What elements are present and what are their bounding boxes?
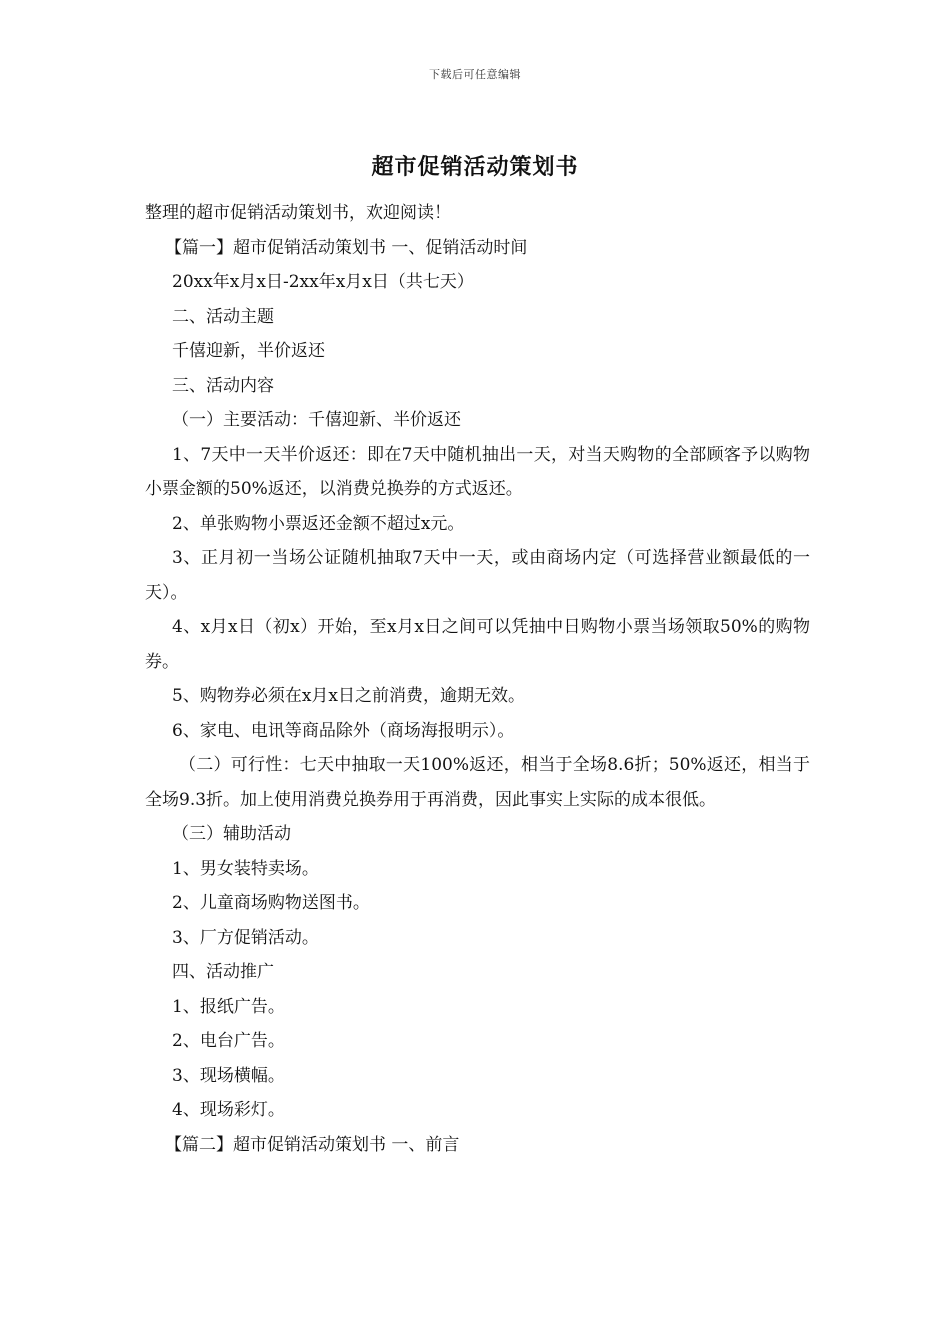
list-item: 2、单张购物小票返还金额不超过x元。 xyxy=(172,513,465,534)
list-item: 4、现场彩灯。 xyxy=(172,1100,285,1120)
list-item: 1、报纸广告。 xyxy=(172,996,285,1017)
list-item: 3、现场横幅。 xyxy=(172,1065,285,1086)
list-item: 1、7天中一天半价返还：即在7天中随机抽出一天，对当天购物的全部顾客予以购物小票金额的50%返还，以消费兑换券的方式返还。 xyxy=(145,444,810,499)
paragraph-theme: 千僖迎新，半价返还 xyxy=(172,341,325,361)
subheading-auxiliary: （三）辅助活动 xyxy=(172,824,291,844)
subheading-main-activity: （一）主要活动：千僖迎新、半价返还 xyxy=(172,410,461,430)
list-item: 2、电台广告。 xyxy=(172,1031,285,1051)
list-item: 1、男女装特卖场。 xyxy=(172,858,319,879)
section-heading-part2: 【篇二】超市促销活动策划书 一、前言 xyxy=(165,1134,460,1155)
list-item: 6、家电、电讯等商品除外（商场海报明示）。 xyxy=(172,720,515,741)
paragraph-time: 20xx年x月x日-2xx年x月x日（共七天） xyxy=(172,272,474,292)
section-heading-content: 三、活动内容 xyxy=(172,375,274,396)
paragraph-feasibility: （二）可行性：七天中抽取一天100%返还，相当于全场8.6折；50%返还，相当于全场9.3折。加上使用消费兑换券用于再消费，因此事实上实际的成本很低。 xyxy=(145,755,810,810)
intro-paragraph: 整理的超市促销活动策划书，欢迎阅读！ xyxy=(145,203,451,223)
list-item: 3、厂方促销活动。 xyxy=(172,927,319,948)
document-title: 超市促销活动策划书 xyxy=(371,154,579,180)
header-note: 下载后可任意编辑 xyxy=(429,68,521,81)
list-item: 3、正月初一当场公证随机抽取7天中一天，或由商场内定（可选择营业额最低的一天）。 xyxy=(145,548,810,603)
list-item: 4、x月x日（初x）开始，至x月x日之间可以凭抽中日购物小票当场领取50%的购物券。 xyxy=(145,617,810,672)
list-item: 2、儿童商场购物送图书。 xyxy=(172,893,370,913)
list-item: 5、购物券必须在x月x日之前消费，逾期无效。 xyxy=(172,686,525,706)
section-heading-theme: 二、活动主题 xyxy=(172,306,274,327)
section-heading-promotion: 四、活动推广 xyxy=(172,962,274,982)
document-body xyxy=(145,196,810,1162)
section-heading-part1: 【篇一】超市促销活动策划书 一、促销活动时间 xyxy=(165,237,528,258)
